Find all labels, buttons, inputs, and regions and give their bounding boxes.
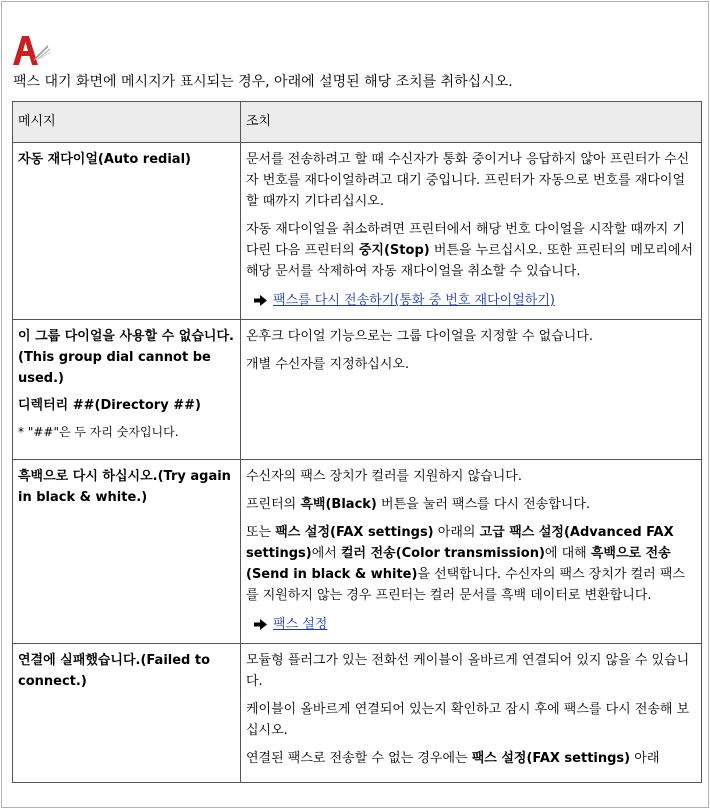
action-text: 온후크 다이얼 기능으로는 그룹 다이얼을 지정할 수 없습니다. [246,329,594,344]
message-subtext: 디렉터리 ##(Directory ##) [18,398,201,413]
fax-settings-link[interactable]: 팩스 설정 [273,617,328,632]
action-text: 개별 수신자를 지정하십시오. [246,357,410,372]
message-cell [13,320,241,460]
arrow-right-icon [254,619,267,630]
action-text: 수신자의 팩스 장치가 컬러를 지원하지 않습니다. [246,469,522,484]
message-table [12,101,702,783]
message-text: 흑백으로 다시 하십시오.(Try again in black & white.) [18,469,231,505]
action-cell [241,460,702,644]
action-cell [241,143,702,320]
message-note: * "##"은 두 자리 숫자입니다. [18,425,179,439]
table-row [13,320,702,460]
black-button-label: 흑백(Black) [300,497,377,512]
table-row [13,644,702,783]
message-cell [13,143,241,320]
message-text: 연결에 실패했습니다.(Failed to connect.) [18,653,211,689]
action-text: 케이블이 올바르게 연결되어 있는지 확인하고 잠시 후에 팩스를 다시 전송해 보십시오. [246,702,690,738]
action-cell [241,320,702,460]
header-action: 조치 [241,102,702,143]
message-cell [13,460,241,644]
resend-fax-link[interactable]: 팩스를 다시 전송하기(통화 중 번호 재다이얼하기) [273,293,555,308]
message-cell [13,644,241,783]
arrow-right-icon [254,295,267,306]
action-text: 모듈형 플러그가 있는 전화선 케이블이 올바르게 연결되어 있지 않을 수 있습니다. [246,653,690,689]
action-cell [241,644,702,783]
action-text: 연결된 팩스로 전송할 수 없는 경우에는 팩스 설정(FAX settings) 아래 [246,751,660,766]
message-text: 이 그룹 다이얼을 사용할 수 없습니다.(This group dial cannot be used.) [18,329,234,386]
header-message: 메시지 [13,102,241,143]
link-row [254,290,696,311]
link-row [254,614,696,635]
action-text: 프린터의 흑백(Black) 버튼을 눌러 팩스를 다시 전송합니다. [246,497,591,512]
table-header-row [13,102,702,143]
table-row [13,460,702,644]
stop-button-label: 중지(Stop) [358,243,430,258]
message-text: 자동 재다이얼(Auto redial) [18,152,191,167]
action-text: 또는 팩스 설정(FAX settings) 아래의 고급 팩스 설정(Advanced FAX settings)에서 컬러 전송(Color transmission)에 대해 흑백으로 전송(Send in black & white)을 선택합니다. 수신자의 팩스 장치가 컬러 팩스를 지원하지 않는 경우 프린터는 컬러 문서를 흑백 데이터로 변환합니다. [246,525,685,603]
intro-text: 팩스 대기 화면에 메시지가 표시되는 경우, 아래에 설명된 해당 조치를 취하십시오. [13,74,513,90]
page-frame [1,1,709,808]
table-row [13,143,702,320]
action-text: 자동 재다이얼을 취소하려면 프린터에서 해당 번호 다이얼을 시작할 때까지 기다린 다음 프린터의 중지(Stop) 버튼을 누르십시오. 또한 프린터의 메모리에서 해당 문서를 삭제하여 자동 재다이얼을 취소할 수 있습니다. [246,222,694,279]
answer-a-logo [12,34,52,68]
action-text: 문서를 전송하려고 할 때 수신자가 통화 중이거나 응답하지 않아 프린터가 수신자 번호를 재다이얼하려고 대기 중입니다. 프린터가 자동으로 번호를 재다이얼할 때까지 기다리십시오. [246,152,690,209]
